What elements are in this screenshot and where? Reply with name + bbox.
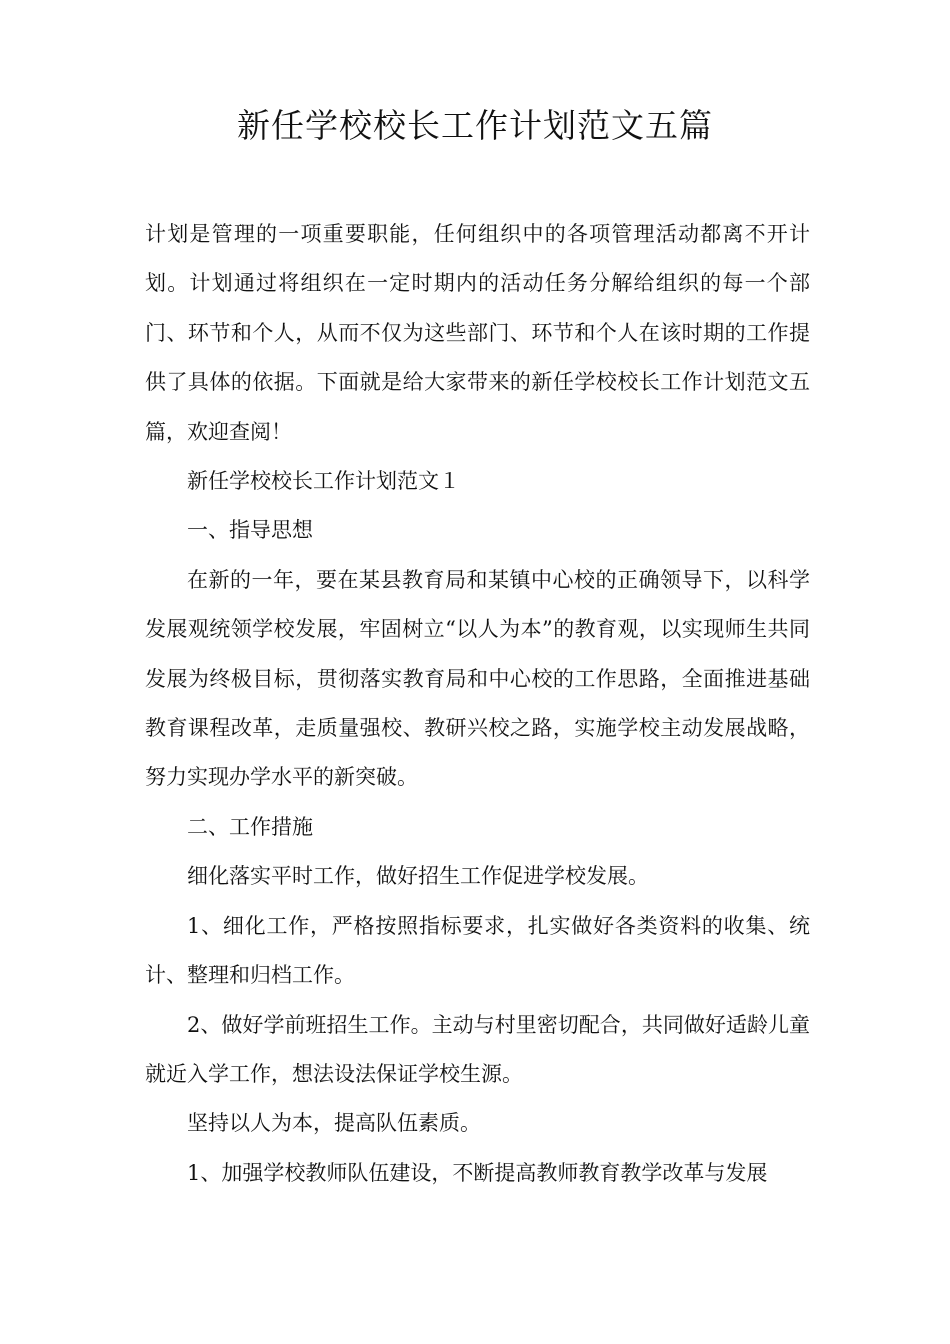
measure-item-1: 1、细化工作，严格按照指标要求，扎实做好各类资料的收集、统计、整理和归档工作。: [145, 913, 810, 988]
heading-work-measures: 二、工作措施: [187, 814, 313, 839]
team-item-1: 1、加强学校教师队伍建设，不断提高教师教育教学改革与发展: [187, 1160, 768, 1185]
section-heading-sample-1: 新任学校校长工作计划范文１: [187, 469, 460, 494]
measure-item-2: 2、做好学前班招生工作。主动与村里密切配合，共同做好适龄儿童就近入学工作，想法设法保证学校生源。: [145, 1012, 810, 1086]
guiding-ideology-paragraph: 在新的一年，要在某县教育局和某镇中心校的正确领导下，以科学发展观统领学校发展，牢固树立“以人为本”的教育观，以实现师生共同发展为终极目标，贯彻落实教育局和中心校的工作思路，全面推进基础教育课程改革，走质量强校、教研兴校之路，实施学校主动发展战略，努力实现办学水平的新突破。: [145, 567, 810, 790]
document-body: [145, 210, 810, 1198]
heading-guiding-ideology: 一、指导思想: [187, 518, 313, 543]
measure-summary-enrollment: 细化落实平时工作，做好招生工作促进学校发展。: [187, 864, 649, 889]
document-title: 新任学校校长工作计划范文五篇: [237, 106, 713, 145]
measure-summary-team: 坚持以人为本，提高队伍素质。: [187, 1111, 481, 1136]
intro-paragraph: 计划是管理的一项重要职能，任何组织中的各项管理活动都离不开计划。计划通过将组织在一定时期内的活动任务分解给组织的每一个部门、环节和个人，从而不仅为这些部门、环节和个人在该时期的工作提供了具体的依据。下面就是给大家带来的新任学校校长工作计划范文五篇，欢迎查阅！: [145, 222, 810, 444]
